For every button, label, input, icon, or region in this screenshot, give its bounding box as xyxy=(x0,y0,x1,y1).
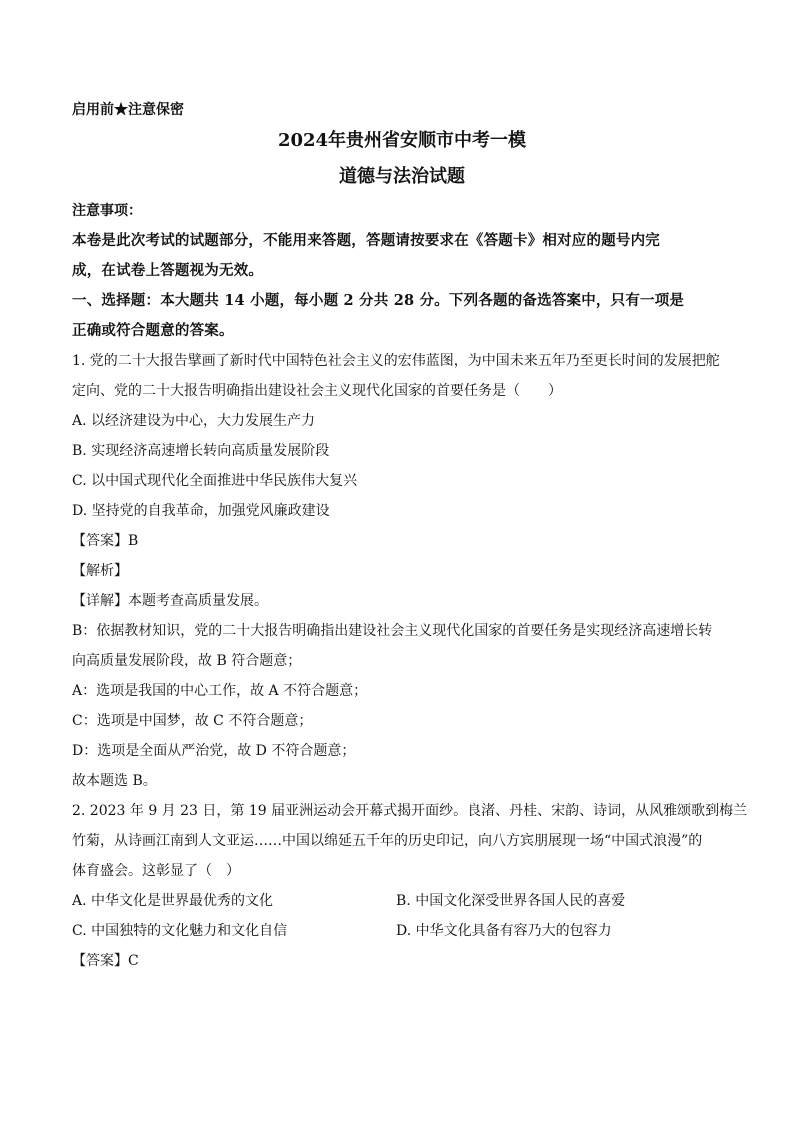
document-page xyxy=(72,96,748,976)
explanation-line: A：选项是我国的中心工作，故 A 不符合题意； xyxy=(72,683,368,699)
option-d: D. 坚持党的自我革命，加强党风廉政建设 xyxy=(72,503,330,519)
section-heading: 正确或符合题意的答案。 xyxy=(72,322,234,339)
question-stem: 定向、党的二十大报告明确指出建设社会主义现代化国家的首要任务是（ ） xyxy=(72,383,562,399)
explanation-line: C：选项是中国梦，故 C 不符合题意； xyxy=(72,713,313,729)
option-c: C. 以中国式现代化全面推进中华民族伟大复兴 xyxy=(72,473,358,489)
question-stem: 竹菊，从诗画江南到人文亚运……中国以绵延五千年的历史印记，向八方宾朋展现一场“中国式浪漫”的 xyxy=(72,833,703,849)
explanation-line: B：依据教材知识，党的二十大报告明确指出建设社会主义现代化国家的首要任务是实现经济高速增长转 xyxy=(72,623,713,639)
option-c: C. 中国独特的文化魅力和文化自信 xyxy=(72,923,288,939)
explanation-line: 故本题选 B。 xyxy=(72,773,157,789)
answer-label: 【答案】C xyxy=(72,953,139,969)
detail-text: 【详解】本题考查高质量发展。 xyxy=(72,593,268,609)
notice-heading: 注意事项： xyxy=(72,203,142,219)
options-row xyxy=(72,916,724,946)
notice-text-line: 成，在试卷上答题视为无效。 xyxy=(72,262,264,279)
exam-title: 2024年贵州省安顺市中考一模 xyxy=(277,130,527,151)
confidential-notice: 启用前★注意保密 xyxy=(72,102,184,118)
analysis-label: 【解析】 xyxy=(72,563,128,579)
question-stem: 体育盛会。这彰显了（ ） xyxy=(72,863,240,879)
option-b: B. 中国文化深受世界各国人民的喜爱 xyxy=(396,893,626,909)
exam-subtitle: 道德与法治试题 xyxy=(339,166,465,187)
explanation-line: 向高质量发展阶段，故 B 符合题意； xyxy=(72,653,302,669)
question-stem: 1. 党的二十大报告擘画了新时代中国特色社会主义的宏伟蓝图，为中国未来五年乃至更长时间的发展把舵 xyxy=(72,353,720,369)
notice-text-line: 本卷是此次考试的试题部分，不能用来答题，答题请按要求在《答题卡》相对应的题号内完 xyxy=(72,232,660,249)
option-a: A. 中华文化是世界最优秀的文化 xyxy=(72,893,274,909)
option-d: D. 中华文化具备有容乃大的包容力 xyxy=(396,923,612,939)
option-b: B. 实现经济高速增长转向高质量发展阶段 xyxy=(72,443,330,459)
options-row xyxy=(72,886,724,916)
explanation-line: D：选项是全面从严治党，故 D 不符合题意； xyxy=(72,743,356,759)
question-stem: 2. 2023 年 9 月 23 日，第 19 届亚洲运动会开幕式揭开面纱。良渚、丹桂、宋韵、诗词，从风雅颂歌到梅兰 xyxy=(72,803,748,819)
option-a: A. 以经济建设为中心，大力发展生产力 xyxy=(72,413,316,429)
answer-label: 【答案】B xyxy=(72,533,139,549)
section-heading: 一、选择题：本大题共 14 小题，每小题 2 分共 28 分。下列各题的备选答案中，只有一项是 xyxy=(72,292,685,309)
